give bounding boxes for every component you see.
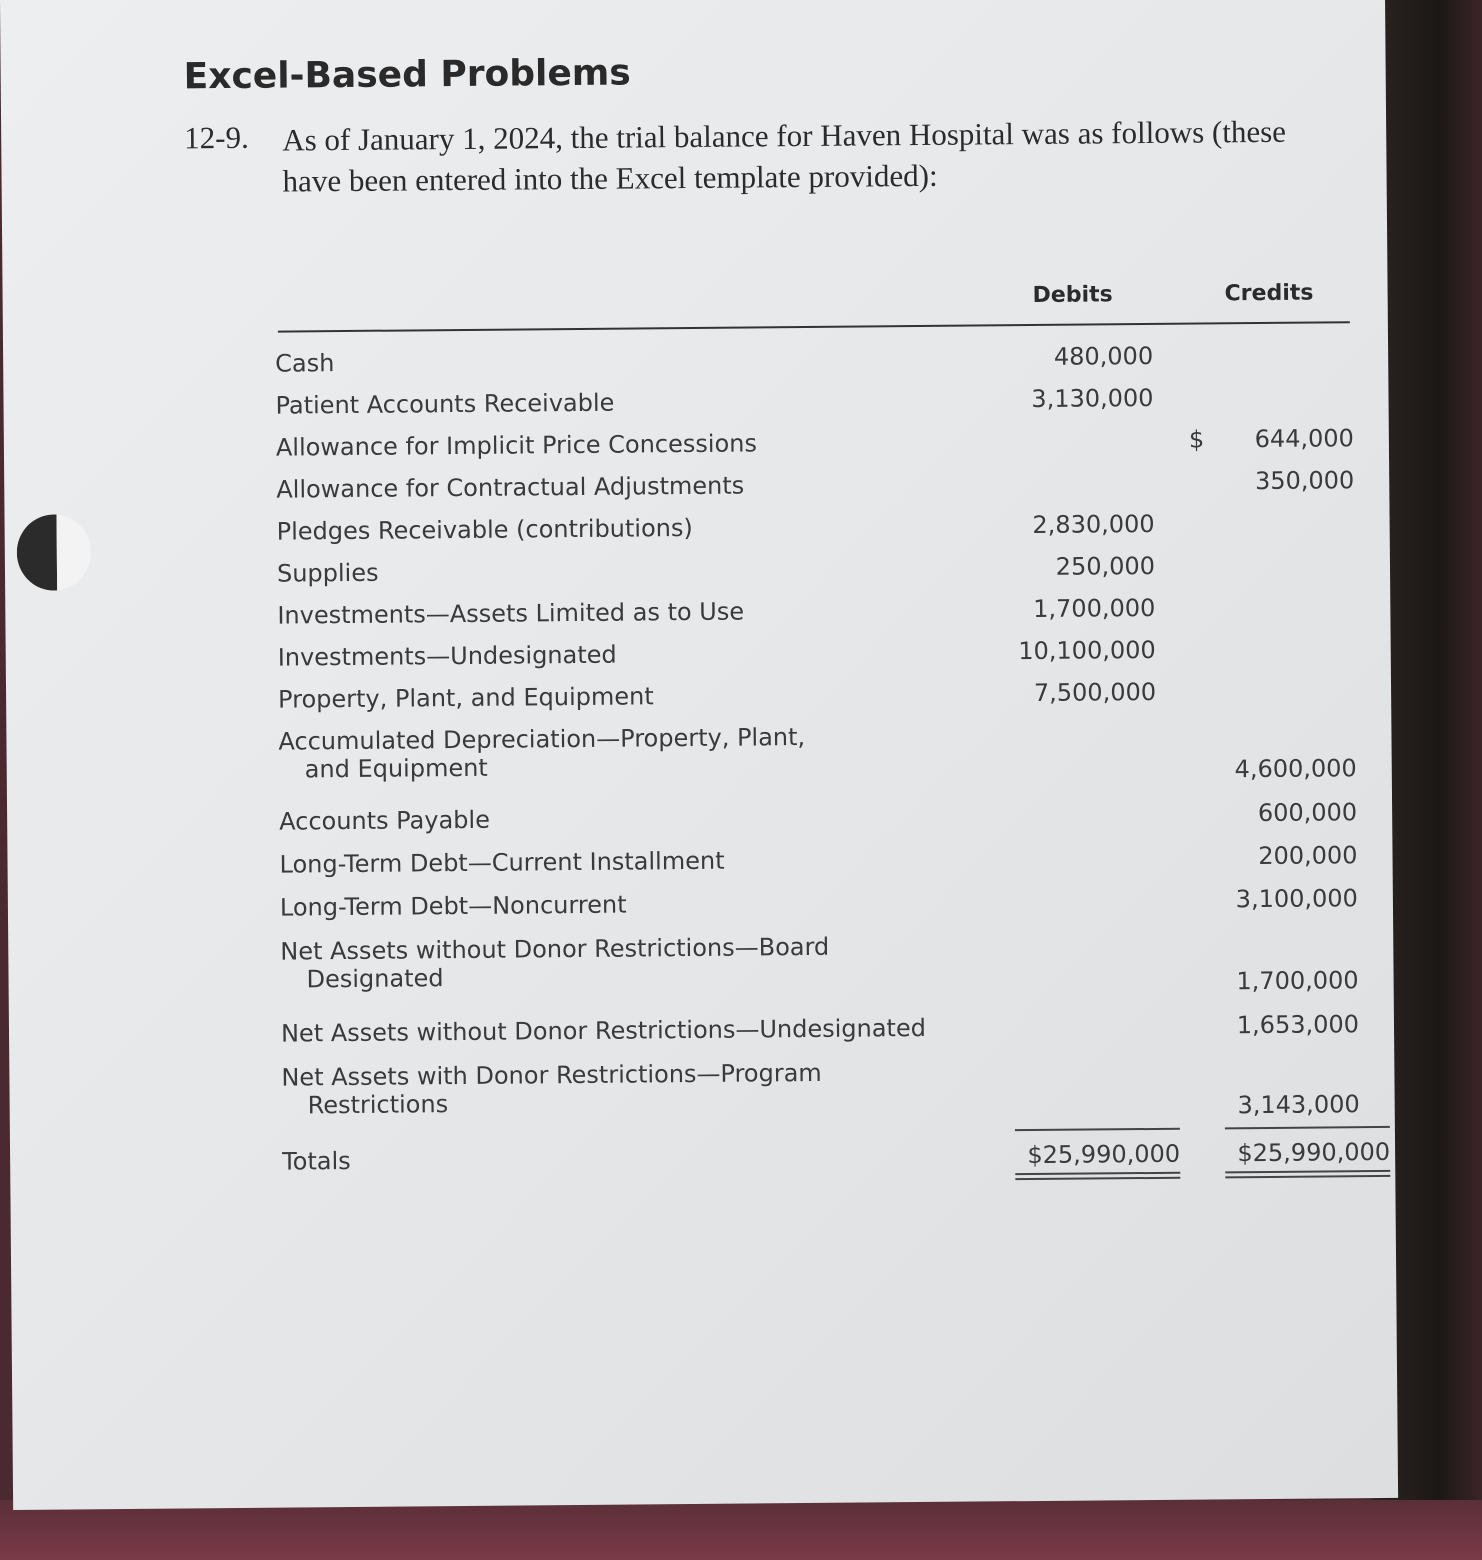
account-label: Investments—Undesignated	[277, 640, 617, 672]
credit-value: 3,100,000	[1235, 884, 1359, 914]
account-label-line2: and Equipment	[304, 753, 488, 784]
header-rule	[278, 321, 1350, 332]
table-surface	[0, 1500, 1482, 1560]
credit-value: 644,000	[1254, 424, 1354, 454]
problem-text: As of January 1, 2024, the trial balance for Haven Hospital was as follows (these have been entered into the Excel template provided):	[282, 113, 1287, 199]
credit-total: $25,990,000	[1237, 1137, 1391, 1168]
account-label: Accounts Payable	[279, 805, 491, 836]
debit-value: 10,100,000	[1018, 635, 1156, 666]
account-label-line1: Accumulated Depreciation—Property, Plant,	[278, 723, 806, 756]
problem-number: 12-9.	[184, 119, 249, 156]
account-label-line1: Net Assets with Donor Restrictions—Program	[281, 1058, 822, 1092]
debit-value: 480,000	[1053, 341, 1154, 371]
table-row	[8, 928, 1394, 1016]
debits-header: Debits	[1032, 282, 1113, 308]
account-label: Property, Plant, and Equipment	[277, 682, 654, 714]
dollar-sign: $	[1188, 425, 1205, 454]
credit-total-double-rule	[1225, 1170, 1390, 1178]
account-label-line2: Restrictions	[307, 1090, 449, 1120]
account-label: Supplies	[276, 558, 379, 588]
table-row	[9, 1054, 1395, 1142]
totals-row	[10, 1138, 1395, 1190]
account-label: Net Assets without Donor Restrictions—Undesignated	[280, 1013, 927, 1048]
debit-value: 1,700,000	[1033, 593, 1156, 624]
credits-header: Credits	[1224, 280, 1314, 307]
account-label: Cash	[275, 349, 335, 378]
credit-value: 350,000	[1254, 466, 1355, 496]
account-label: Pledges Receivable (contributions)	[276, 513, 693, 546]
table-row	[9, 1010, 1394, 1062]
account-label: Allowance for Contractual Adjustments	[276, 471, 745, 504]
credit-value: 1,653,000	[1236, 1010, 1360, 1040]
table-row	[6, 718, 1392, 806]
account-label	[280, 933, 829, 994]
account-label: Patient Accounts Receivable	[275, 388, 615, 420]
totals-label: Totals	[282, 1146, 351, 1176]
credit-value: 200,000	[1258, 841, 1358, 871]
account-label	[278, 723, 805, 784]
table-row	[8, 884, 1393, 936]
section-heading: Excel-Based Problems	[183, 52, 631, 98]
account-label-line2: Designated	[306, 964, 444, 994]
account-label: Long-Term Debt—Current Installment	[279, 846, 725, 879]
account-label-line1: Net Assets without Donor Restrictions—Board	[280, 932, 830, 966]
account-label	[281, 1059, 822, 1120]
debit-value: 250,000	[1055, 551, 1156, 581]
account-label: Investments—Assets Limited as to Use	[277, 597, 745, 630]
account-label: Allowance for Implicit Price Concessions	[275, 429, 758, 462]
debit-value: 7,500,000	[1033, 677, 1157, 708]
credit-value: 4,600,000	[1234, 754, 1357, 784]
debit-total-double-rule	[1015, 1172, 1180, 1180]
debit-value: 2,830,000	[1032, 509, 1155, 540]
debit-value: 3,130,000	[1031, 383, 1154, 414]
credit-value: 600,000	[1257, 798, 1358, 828]
credit-value: 1,700,000	[1236, 966, 1359, 996]
credit-value: 3,143,000	[1237, 1090, 1360, 1120]
debit-total: $25,990,000	[1027, 1139, 1181, 1170]
account-label: Long-Term Debt—Noncurrent	[279, 890, 627, 922]
